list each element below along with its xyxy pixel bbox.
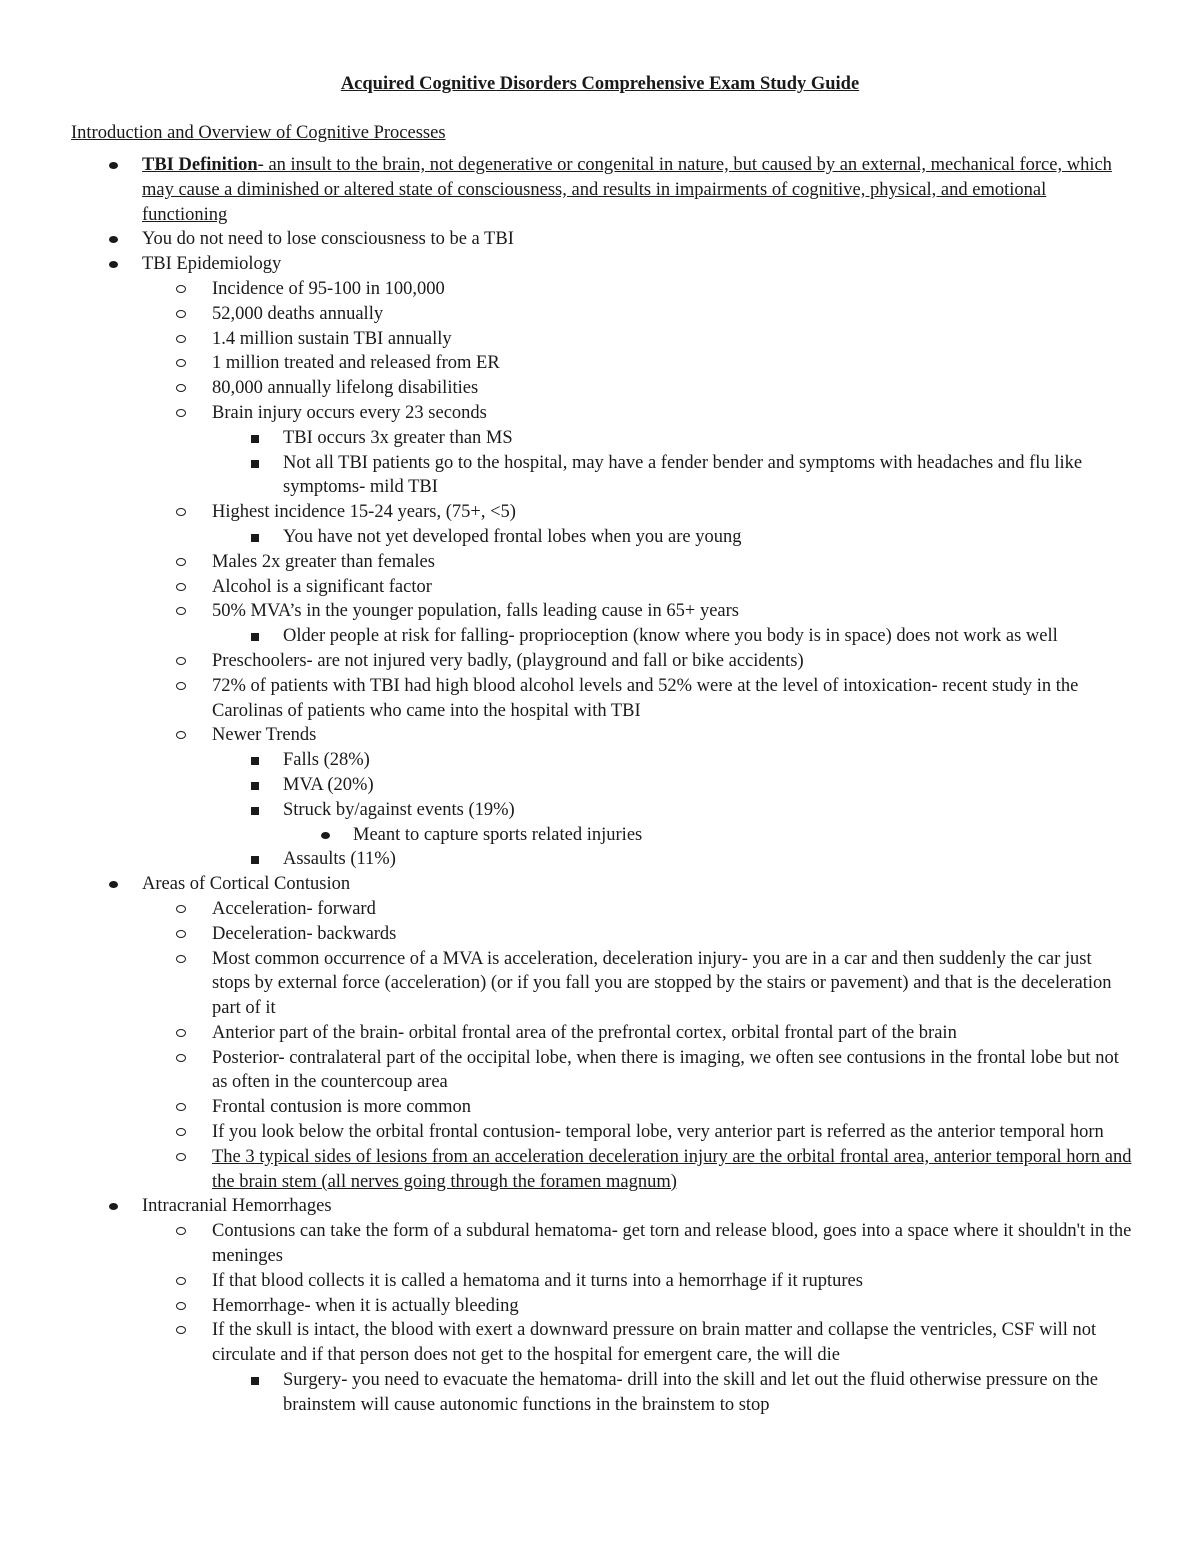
list-item (0, 748, 1133, 773)
list-item (0, 327, 1132, 352)
bullet-square-icon (251, 782, 259, 790)
list-item-text: Brain injury occurs every 23 seconds (212, 402, 487, 423)
list-item-text: TBI occurs 3x greater than MS (283, 427, 513, 448)
bullet-circle-icon (176, 682, 186, 690)
list-item (0, 674, 1132, 724)
bullet-circle-icon (176, 1227, 186, 1235)
bullet-circle-icon (176, 930, 186, 938)
list-item-text: 50% MVA’s in the younger population, falls leading cause in 65+ years (212, 601, 739, 622)
list-item-text: Assaults (11%) (283, 849, 396, 870)
bullet-circle-icon (176, 1054, 186, 1062)
list-item-text: Anterior part of the brain- orbital frontal area of the prefrontal cortex, orbital frontal part of the brain (212, 1022, 957, 1043)
bullet-circle-icon (176, 310, 186, 318)
bullet-circle-icon (176, 731, 186, 739)
list-item (0, 847, 1133, 872)
list-item (0, 1021, 1132, 1046)
list-item-text: 72% of patients with TBI had high blood alcohol levels and 52% were at the level of intoxication- recent study in the Carolinas of patients who came into the hospital with TBI (212, 675, 1079, 721)
list-item (0, 451, 1133, 501)
bullet-square-icon (251, 435, 259, 443)
list-item-text: Incidence of 95-100 in 100,000 (212, 278, 445, 299)
list-item-text: Preschoolers- are not injured very badly, (playground and fall or bike accidents) (212, 650, 804, 671)
list-item (0, 1145, 1132, 1195)
bullet-circle-icon (176, 583, 186, 591)
list-item (0, 649, 1132, 674)
bullet-circle-icon (176, 905, 186, 913)
list-item (0, 302, 1132, 327)
list-item-text: Deceleration- backwards (212, 923, 397, 944)
list-item-text: Older people at risk for falling- proprioception (know where you body is in space) does not work as well (283, 626, 1058, 647)
bullet-circle-icon (176, 1128, 186, 1136)
bullet-circle-icon (176, 1103, 186, 1111)
bullet-circle-icon (176, 657, 186, 665)
bullet-circle-icon (176, 359, 186, 367)
list-item (0, 500, 1132, 525)
list-item (0, 922, 1132, 947)
bullet-circle-icon (176, 1302, 186, 1310)
list-item (0, 947, 1132, 1021)
bullet-square-icon (251, 460, 259, 468)
list-item (0, 1046, 1132, 1096)
list-item (0, 1120, 1132, 1145)
list-item-text: TBI Definition- an insult to the brain, not degenerative or congenital in nature, but caused by an external, mechanical force, which may cause a diminished or altered state of consciousness, and results in impairments of cognitive, physical, and emotional functioning (142, 155, 1112, 225)
bullet-square-icon (251, 633, 259, 641)
list-item-text: Intracranial Hemorrhages (142, 1196, 332, 1217)
list-item (0, 1095, 1132, 1120)
list-item (0, 1269, 1132, 1294)
bullet-square-icon (251, 757, 259, 765)
list-item (0, 376, 1132, 401)
bullet-dot-icon (109, 236, 118, 243)
bullet-dot-icon (109, 162, 118, 169)
bullet-circle-icon (176, 1153, 186, 1161)
list-item (0, 252, 1122, 277)
list-item-text: Falls (28%) (283, 750, 370, 771)
list-item-text: MVA (20%) (283, 774, 374, 795)
list-item (0, 426, 1133, 451)
list-item-text: Areas of Cortical Contusion (142, 874, 351, 895)
list-item-text: Struck by/against events (19%) (283, 799, 515, 820)
bullet-circle-icon (176, 607, 186, 615)
bullet-circle-icon (176, 558, 186, 566)
list-item-text: 52,000 deaths annually (212, 303, 384, 324)
bullet-circle-icon (176, 384, 186, 392)
list-item-text: 1 million treated and released from ER (212, 353, 500, 374)
list-item-text: TBI Epidemiology (142, 254, 282, 275)
list-item (0, 773, 1133, 798)
list-item-text: Frontal contusion is more common (212, 1097, 471, 1118)
bullet-square-icon (251, 534, 259, 542)
list-item-text: Meant to capture sports related injuries (353, 824, 643, 845)
list-item-text: If the skull is intact, the blood with exert a downward pressure on brain matter and collapse the ventricles, CSF will not circulate and if that person does not get to the hospital for emergent care, the will die (212, 1320, 1097, 1366)
bullet-circle-icon (176, 508, 186, 516)
bullet-dot-icon (321, 832, 330, 839)
bullet-circle-icon (176, 335, 186, 343)
list-item-text: Surgery- you need to evacuate the hematoma- drill into the skill and let out the fluid otherwise pressure on the brainstem will cause autonomic functions in the brainstem to stop (283, 1370, 1098, 1415)
list-item (0, 227, 1122, 252)
list-item-text: If you look below the orbital frontal contusion- temporal lobe, very anterior part is referred as the anterior temporal horn (212, 1122, 1104, 1143)
list-item-text: Hemorrhage- when it is actually bleeding (212, 1295, 519, 1316)
bullet-circle-icon (176, 1326, 186, 1334)
bullet-circle-icon (176, 285, 186, 293)
list-item (0, 351, 1132, 376)
bullet-square-icon (251, 856, 259, 864)
bullet-square-icon (251, 807, 259, 815)
list-item-text: Most common occurrence of a MVA is acceleration, deceleration injury- you are in a car and then suddenly the car just stops by external force (acceleration) (or if you fall you are stopped by the stairs or pavement) and that is the deceleration part of it (212, 948, 1112, 1019)
list-item-text: Posterior- contralateral part of the occipital lobe, when there is imaging, we often see contusions in the frontal lobe but not as often in the countercoup area (212, 1047, 1119, 1093)
list-item (0, 723, 1132, 748)
list-item (0, 798, 1133, 823)
list-item-text: You have not yet developed frontal lobes when you are young (283, 526, 742, 547)
page-title: Acquired Cognitive Disorders Comprehensive Exam Study Guide (340, 74, 860, 94)
term-label: TBI Definition (142, 155, 258, 175)
list-item-text: 80,000 annually lifelong disabilities (212, 378, 479, 399)
list-item-text: The 3 typical sides of lesions from an acceleration deceleration injury are the orbital frontal area, anterior temporal horn and the brain stem (all nerves going through the foramen magnum) (212, 1146, 1132, 1192)
bullet-circle-icon (176, 1029, 186, 1037)
section-heading: Introduction and Overview of Cognitive Processes (71, 123, 446, 143)
bullet-circle-icon (176, 409, 186, 417)
bullet-circle-icon (176, 955, 186, 963)
list-item-text: Highest incidence 15-24 years, (75+, <5) (212, 502, 516, 523)
list-item (0, 550, 1132, 575)
list-item (0, 1368, 1133, 1418)
list-item (0, 624, 1133, 649)
list-item (0, 897, 1132, 922)
bullet-square-icon (251, 1377, 259, 1385)
bullet-dot-icon (109, 881, 118, 888)
list-item (0, 1219, 1132, 1269)
outline-list (0, 153, 1200, 1418)
list-item (0, 153, 1122, 227)
list-item (0, 1194, 1122, 1219)
list-item-text: You do not need to lose consciousness to be a TBI (142, 229, 514, 250)
list-item-text: Not all TBI patients go to the hospital, may have a fender bender and symptoms with headaches and flu like symptoms- mild TBI (283, 452, 1083, 498)
bullet-dot-icon (109, 261, 118, 268)
list-item-text: Contusions can take the form of a subdural hematoma- get torn and release blood, goes into a space where it shouldn't in the meninges (212, 1221, 1132, 1267)
list-item-text: Males 2x greater than females (212, 551, 435, 572)
list-item-text: Acceleration- forward (212, 898, 376, 919)
list-item-text: If that blood collects it is called a hematoma and it turns into a hemorrhage if it ruptures (212, 1270, 863, 1291)
list-item-text: Alcohol is a significant factor (212, 576, 432, 597)
list-item (0, 401, 1132, 426)
list-item (0, 575, 1132, 600)
bullet-dot-icon (109, 1203, 118, 1210)
list-item (0, 1318, 1132, 1368)
bullet-circle-icon (176, 1277, 186, 1285)
list-item (0, 1294, 1132, 1319)
list-item (0, 599, 1132, 624)
list-item-text: 1.4 million sustain TBI annually (212, 328, 452, 349)
list-item (0, 525, 1133, 550)
list-item (0, 277, 1132, 302)
list-item-text: Newer Trends (212, 725, 317, 746)
list-item (0, 823, 1133, 848)
list-item (0, 872, 1122, 897)
